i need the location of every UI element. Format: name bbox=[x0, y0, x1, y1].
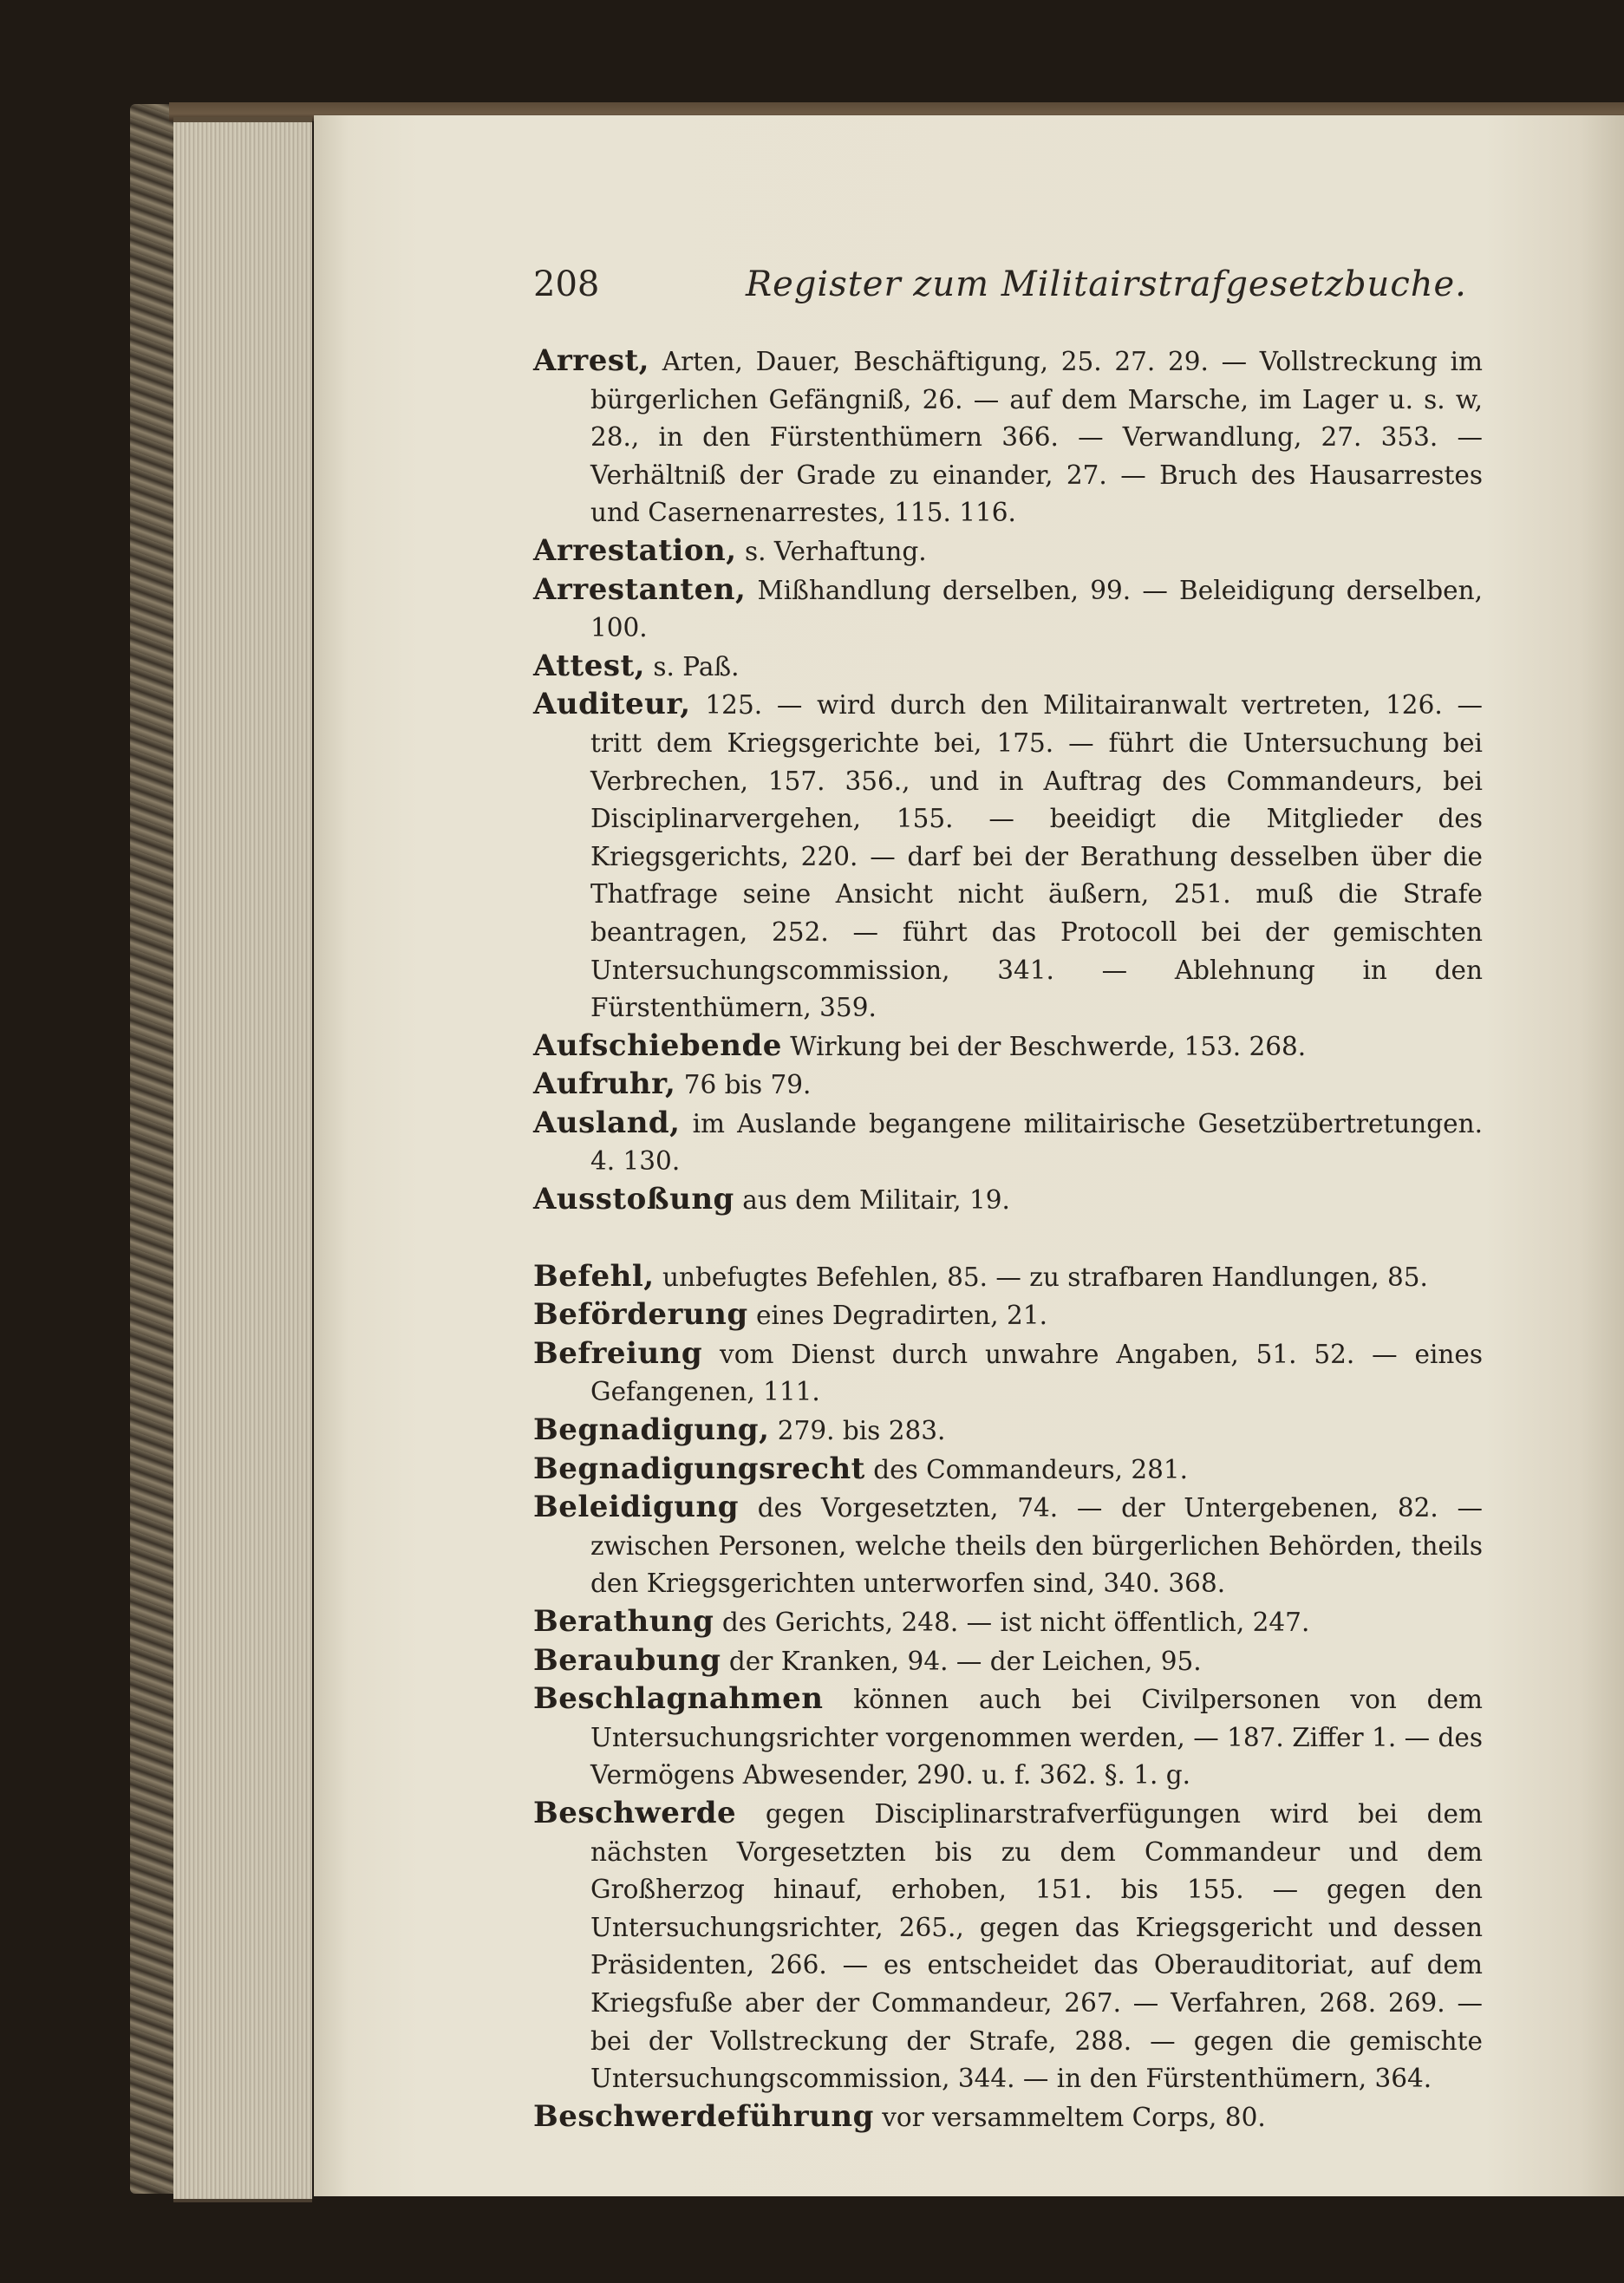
entry-text: gegen Disciplinarstrafverfügungen wird bei dem nächsten Vorgesetzten bis zu dem Commandeur und dem Großherzog hinauf, erhoben, 151. bis 155. — gegen den Untersuchungsrichter, 265., gegen das Kriegsgericht und dessen Präsidenten, 266. — es entscheidet das Oberauditoriat, auf dem Kriegsfuße aber der Commandeur, 267. — Verfahren, 268. 269. — bei der Vollstreckung der Strafe, 288. — gegen die gemischte Untersuchungscommission, 344. — in den Fürstenthümern, 364. bbox=[590, 1798, 1483, 2094]
register-entry bbox=[533, 532, 1483, 571]
register-entry bbox=[533, 686, 1483, 1027]
entry-text: 279. bis 283. bbox=[777, 1416, 946, 1446]
entry-text: s. Paß. bbox=[653, 651, 740, 682]
entry-keyword: Begnadigung, bbox=[533, 1412, 770, 1448]
page-block-edge bbox=[173, 117, 312, 2202]
register-entry bbox=[533, 1642, 1483, 1681]
entry-text: Mißhandlung derselben, 99. — Beleidigung derselben, 100. bbox=[590, 575, 1483, 643]
entry-text: unbefugtes Befehlen, 85. — zu strafbaren Handlungen, 85. bbox=[662, 1262, 1428, 1292]
entry-keyword: Beschwerde bbox=[533, 1795, 737, 1830]
entry-keyword: Attest, bbox=[533, 648, 646, 683]
page-header bbox=[533, 264, 1478, 316]
entry-text: der Kranken, 94. — der Leichen, 95. bbox=[728, 1646, 1202, 1676]
entry-text: können auch bei Civilpersonen von dem Untersuchungsrichter vorgenommen werden, — 187. Ziffer 1. — des Vermögens Abwesender, 290. u. f. 362. §. 1. g. bbox=[590, 1685, 1483, 1791]
register-entry bbox=[533, 342, 1483, 532]
page-number: 208 bbox=[533, 264, 600, 304]
register-entry bbox=[533, 1296, 1483, 1335]
entry-text: 125. — wird durch den Militairanwalt vertreten, 126. — tritt dem Kriegsgerichte bei, 175. — führt die Untersuchung bei Verbrechen, 157. 356., und in Auftrag des Commandeurs, bei Disciplinarvergehen, 155. — beeidigt die Mitglieder des Kriegsgerichts, 220. — darf bei der Berathung desselben über die Thatfrage seine Ansicht nicht äußern, 251. muß die Strafe beantragen, 252. — führt das Protocoll bei der gemischten Untersuchungscommission, 341. — Ablehnung in den Fürstenthümern, 359. bbox=[590, 690, 1483, 1023]
entry-keyword: Arrest, bbox=[533, 343, 650, 378]
entry-text: Arten, Dauer, Beschäftigung, 25. 27. 29. — Vollstreckung im bürgerlichen Gefängniß, 26. — auf dem Marsche, im Lager u. s. w, 28., in den Fürstenthümern 366. — Verwandlung, 27. 353. — Verhältniß der Grade zu einander, 27. — Bruch des Hausarrestes und Casernenarrestes, 115. 116. bbox=[590, 347, 1483, 528]
register-entry bbox=[533, 1027, 1483, 1066]
entry-text: im Auslande begangene militairische Gesetzübertretungen. 4. 130. bbox=[590, 1108, 1483, 1177]
entry-keyword: Beraubung bbox=[533, 1642, 721, 1678]
running-title: Register zum Militairstrafgesetzbuche. bbox=[746, 264, 1467, 304]
register-entry bbox=[533, 1066, 1483, 1105]
entry-keyword: Beschwerdeführung bbox=[533, 2098, 874, 2134]
register-entry bbox=[533, 1335, 1483, 1412]
entry-keyword: Beschlagnahmen bbox=[533, 1681, 824, 1717]
entry-text: vor versammeltem Corps, 80. bbox=[882, 2102, 1266, 2132]
entry-group-b bbox=[533, 1258, 1483, 2137]
entry-keyword: Arrestanten, bbox=[533, 571, 747, 607]
entry-text: des Gerichts, 248. — ist nicht öffentlich, 247. bbox=[721, 1608, 1310, 1637]
entry-text: 76 bis 79. bbox=[683, 1070, 812, 1100]
register-entry bbox=[533, 1258, 1483, 1297]
entry-keyword: Beleidigung bbox=[533, 1490, 740, 1525]
entry-keyword: Arrestation, bbox=[533, 532, 737, 568]
entry-keyword: Begnadigungsrecht bbox=[533, 1451, 865, 1486]
entry-text: vom Dienst durch unwahre Angaben, 51. 52. — eines Gefangenen, 111. bbox=[590, 1339, 1483, 1407]
register-entry bbox=[533, 1603, 1483, 1642]
entry-text: Wirkung bei der Beschwerde, 153. 268. bbox=[790, 1031, 1307, 1061]
register-entry bbox=[533, 1680, 1483, 1795]
register-entry bbox=[533, 2098, 1483, 2137]
register-entry bbox=[533, 1451, 1483, 1490]
entry-text: des Vorgesetzten, 74. — der Untergebenen, 82. — zwischen Personen, welche theils den bürgerlichen Behörden, theils den Kriegsgerichten unterworfen sind, 340. 368. bbox=[590, 1493, 1483, 1599]
entry-keyword: Ausstoßung bbox=[533, 1182, 734, 1217]
entry-text: s. Verhaftung. bbox=[744, 536, 927, 566]
register-entry bbox=[533, 1412, 1483, 1451]
register-entry bbox=[533, 1489, 1483, 1603]
register-entries bbox=[533, 342, 1483, 2136]
entry-text: eines Degradirten, 21. bbox=[756, 1301, 1047, 1331]
section-gap bbox=[533, 1220, 1483, 1258]
register-entry bbox=[533, 1105, 1483, 1181]
entry-text: aus dem Militair, 19. bbox=[742, 1185, 1010, 1216]
entry-keyword: Befehl, bbox=[533, 1258, 655, 1294]
register-entry bbox=[533, 571, 1483, 648]
entry-keyword: Ausland, bbox=[533, 1105, 681, 1140]
entry-keyword: Aufschiebende bbox=[533, 1027, 782, 1063]
entry-keyword: Beförderung bbox=[533, 1297, 748, 1333]
entry-keyword: Aufruhr, bbox=[533, 1066, 676, 1102]
register-entry bbox=[533, 648, 1483, 687]
entry-keyword: Auditeur, bbox=[533, 687, 691, 722]
entry-text: des Commandeurs, 281. bbox=[873, 1454, 1189, 1484]
register-entry bbox=[533, 1181, 1483, 1220]
register-entry bbox=[533, 1795, 1483, 2098]
entry-keyword: Berathung bbox=[533, 1604, 714, 1639]
entry-keyword: Befreiung bbox=[533, 1335, 703, 1371]
entry-group-a bbox=[533, 342, 1483, 1220]
